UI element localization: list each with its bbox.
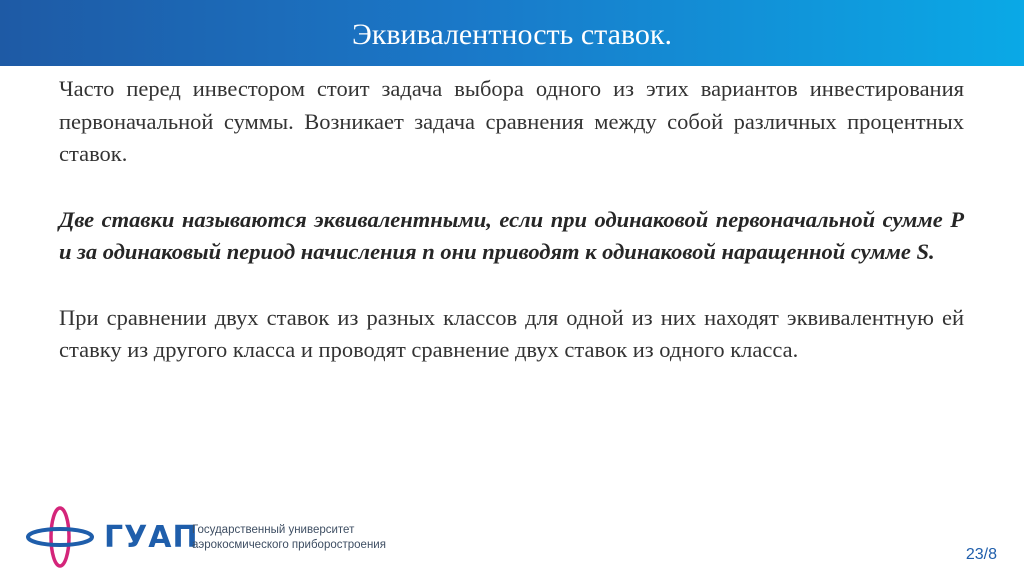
slide-title: Эквивалентность ставок. (352, 18, 672, 51)
guap-emblem-icon (26, 506, 98, 568)
university-name (192, 523, 386, 553)
paragraph-intro: Часто перед инвестором стоит задача выбора одного из этих вариантов инвестирования первоначальной суммы. Возникает задача сравнения между собой различных процентных ставок. (59, 76, 964, 166)
definition-paragraph: Две ставки называются эквивалентными, если при одинаковой первоначальной сумме P и за одинаковый период начисления n они приводят к одинаковой наращенной сумме S. (59, 206, 964, 264)
paragraph-comparison: При сравнении двух ставок из разных классов для одной из них находят эквивалентную ей ставку из другого класса и проводят сравнение двух ставок из одного класса. (59, 304, 964, 362)
university-name-line-2: аэрокосмического приборостроения (192, 539, 386, 551)
page-number: 23/8 (965, 546, 997, 563)
university-logo (26, 506, 406, 568)
university-name-line-1: Государственный университет (192, 524, 355, 536)
logo-wordmark: ГУАП (104, 520, 199, 555)
slide-body (59, 73, 964, 367)
slide-header (0, 0, 1024, 66)
